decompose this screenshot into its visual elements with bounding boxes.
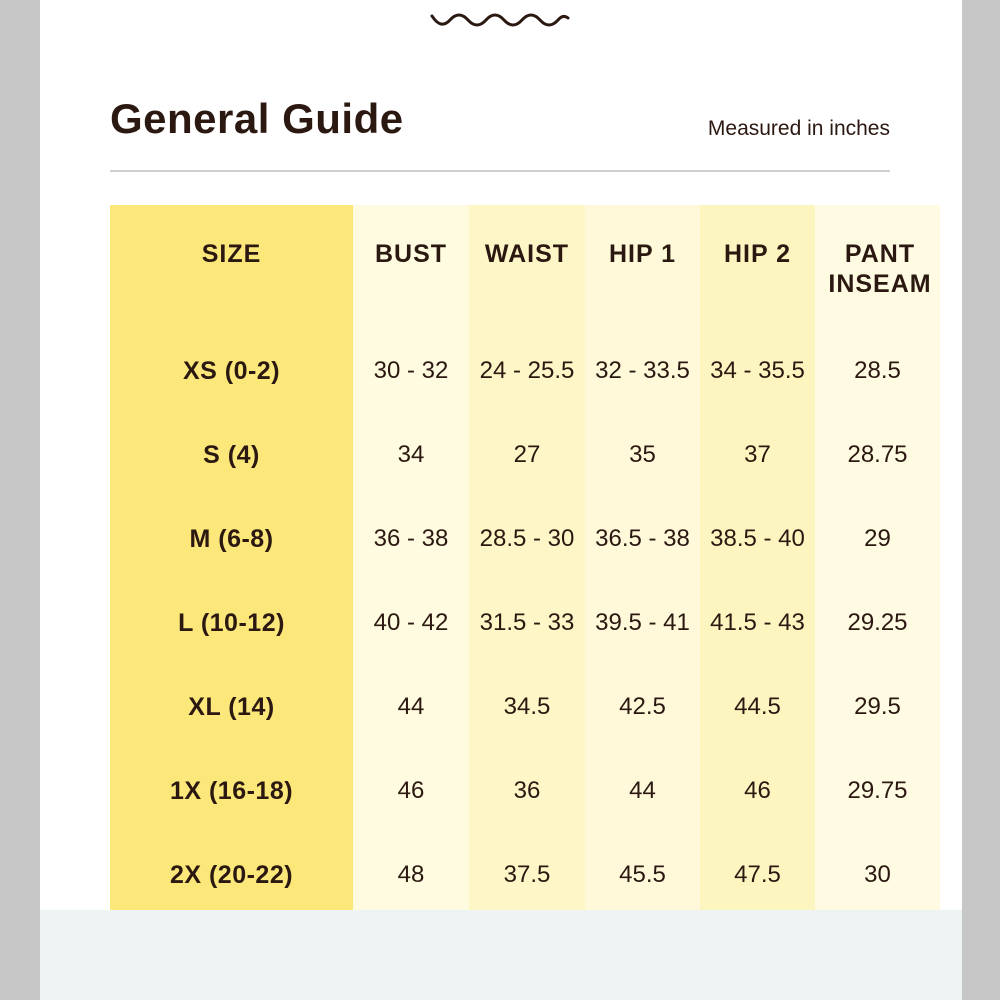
column-header-pant-inseam: PANT INSEAM	[828, 240, 932, 298]
table-cell-bust: 44	[397, 693, 425, 720]
table-cell-hip-2: 41.5 - 43	[710, 609, 805, 636]
table-cell-hip-1: 45.5	[619, 861, 666, 888]
column-header-bust: BUST	[374, 240, 448, 268]
measurement-unit-note: Measured in inches	[707, 117, 890, 140]
page-title: General Guide	[110, 95, 404, 142]
table-cell-size: S (4)	[203, 441, 260, 469]
table-cell-hip-2: 37	[744, 441, 771, 468]
table-cell-hip-2: 34 - 35.5	[710, 357, 805, 384]
table-cell-hip-2: 47.5	[734, 861, 781, 888]
table-cell-size: L (10-12)	[178, 609, 285, 637]
table-cell-size: XL (14)	[188, 693, 275, 721]
size-chart-table	[110, 205, 932, 910]
table-cell-pant-inseam: 28.5	[854, 357, 901, 384]
column-size	[110, 205, 353, 910]
table-cell-waist: 37.5	[503, 861, 551, 888]
table-cell-waist: 27	[513, 441, 541, 468]
column-header-size: SIZE	[201, 240, 262, 268]
column-pant-inseam	[815, 205, 940, 910]
table-cell-waist: 24 - 25.5	[479, 357, 575, 384]
table-cell-hip-1: 35	[629, 441, 656, 468]
table-cell-pant-inseam: 29.5	[854, 693, 901, 720]
table-cell-hip-1: 39.5 - 41	[595, 609, 690, 636]
column-header-hip-1: HIP 1	[608, 240, 677, 268]
column-header-hip-2: HIP 2	[723, 240, 792, 268]
table-cell-bust: 30 - 32	[373, 357, 449, 384]
column-waist	[469, 205, 585, 910]
table-cell-pant-inseam: 29	[864, 525, 891, 552]
table-cell-waist: 28.5 - 30	[479, 525, 575, 552]
table-cell-bust: 34	[397, 441, 425, 468]
table-cell-pant-inseam: 29.75	[847, 777, 908, 804]
table-cell-hip-1: 36.5 - 38	[595, 525, 690, 552]
table-cell-hip-2: 38.5 - 40	[710, 525, 805, 552]
table-cell-pant-inseam: 29.25	[847, 609, 908, 636]
column-hip-2	[700, 205, 815, 910]
table-cell-size: 1X (16-18)	[169, 777, 294, 805]
table-cell-hip-1: 44	[629, 777, 656, 804]
column-hip-1	[585, 205, 700, 910]
table-cell-pant-inseam: 30	[864, 861, 891, 888]
table-cell-hip-2: 46	[744, 777, 771, 804]
table-cell-pant-inseam: 28.75	[847, 441, 908, 468]
table-cell-waist: 31.5 - 33	[479, 609, 575, 636]
table-cell-waist: 34.5	[503, 693, 551, 720]
table-cell-size: M (6-8)	[189, 525, 274, 553]
column-bust	[353, 205, 469, 910]
table-cell-waist: 36	[513, 777, 541, 804]
table-cell-bust: 46	[397, 777, 425, 804]
table-cell-hip-2: 44.5	[734, 693, 781, 720]
table-cell-bust: 40 - 42	[373, 609, 449, 636]
table-cell-hip-1: 32 - 33.5	[595, 357, 690, 384]
title-divider	[110, 170, 890, 172]
table-cell-bust: 36 - 38	[373, 525, 449, 552]
wave-divider-icon	[430, 6, 570, 34]
footer-panel	[40, 910, 962, 1000]
table-cell-hip-1: 42.5	[619, 693, 666, 720]
column-header-waist: WAIST	[484, 240, 570, 268]
table-cell-size: 2X (20-22)	[169, 861, 294, 889]
size-guide-card	[40, 0, 962, 1000]
table-cell-size: XS (0-2)	[182, 357, 281, 385]
table-cell-bust: 48	[397, 861, 425, 888]
